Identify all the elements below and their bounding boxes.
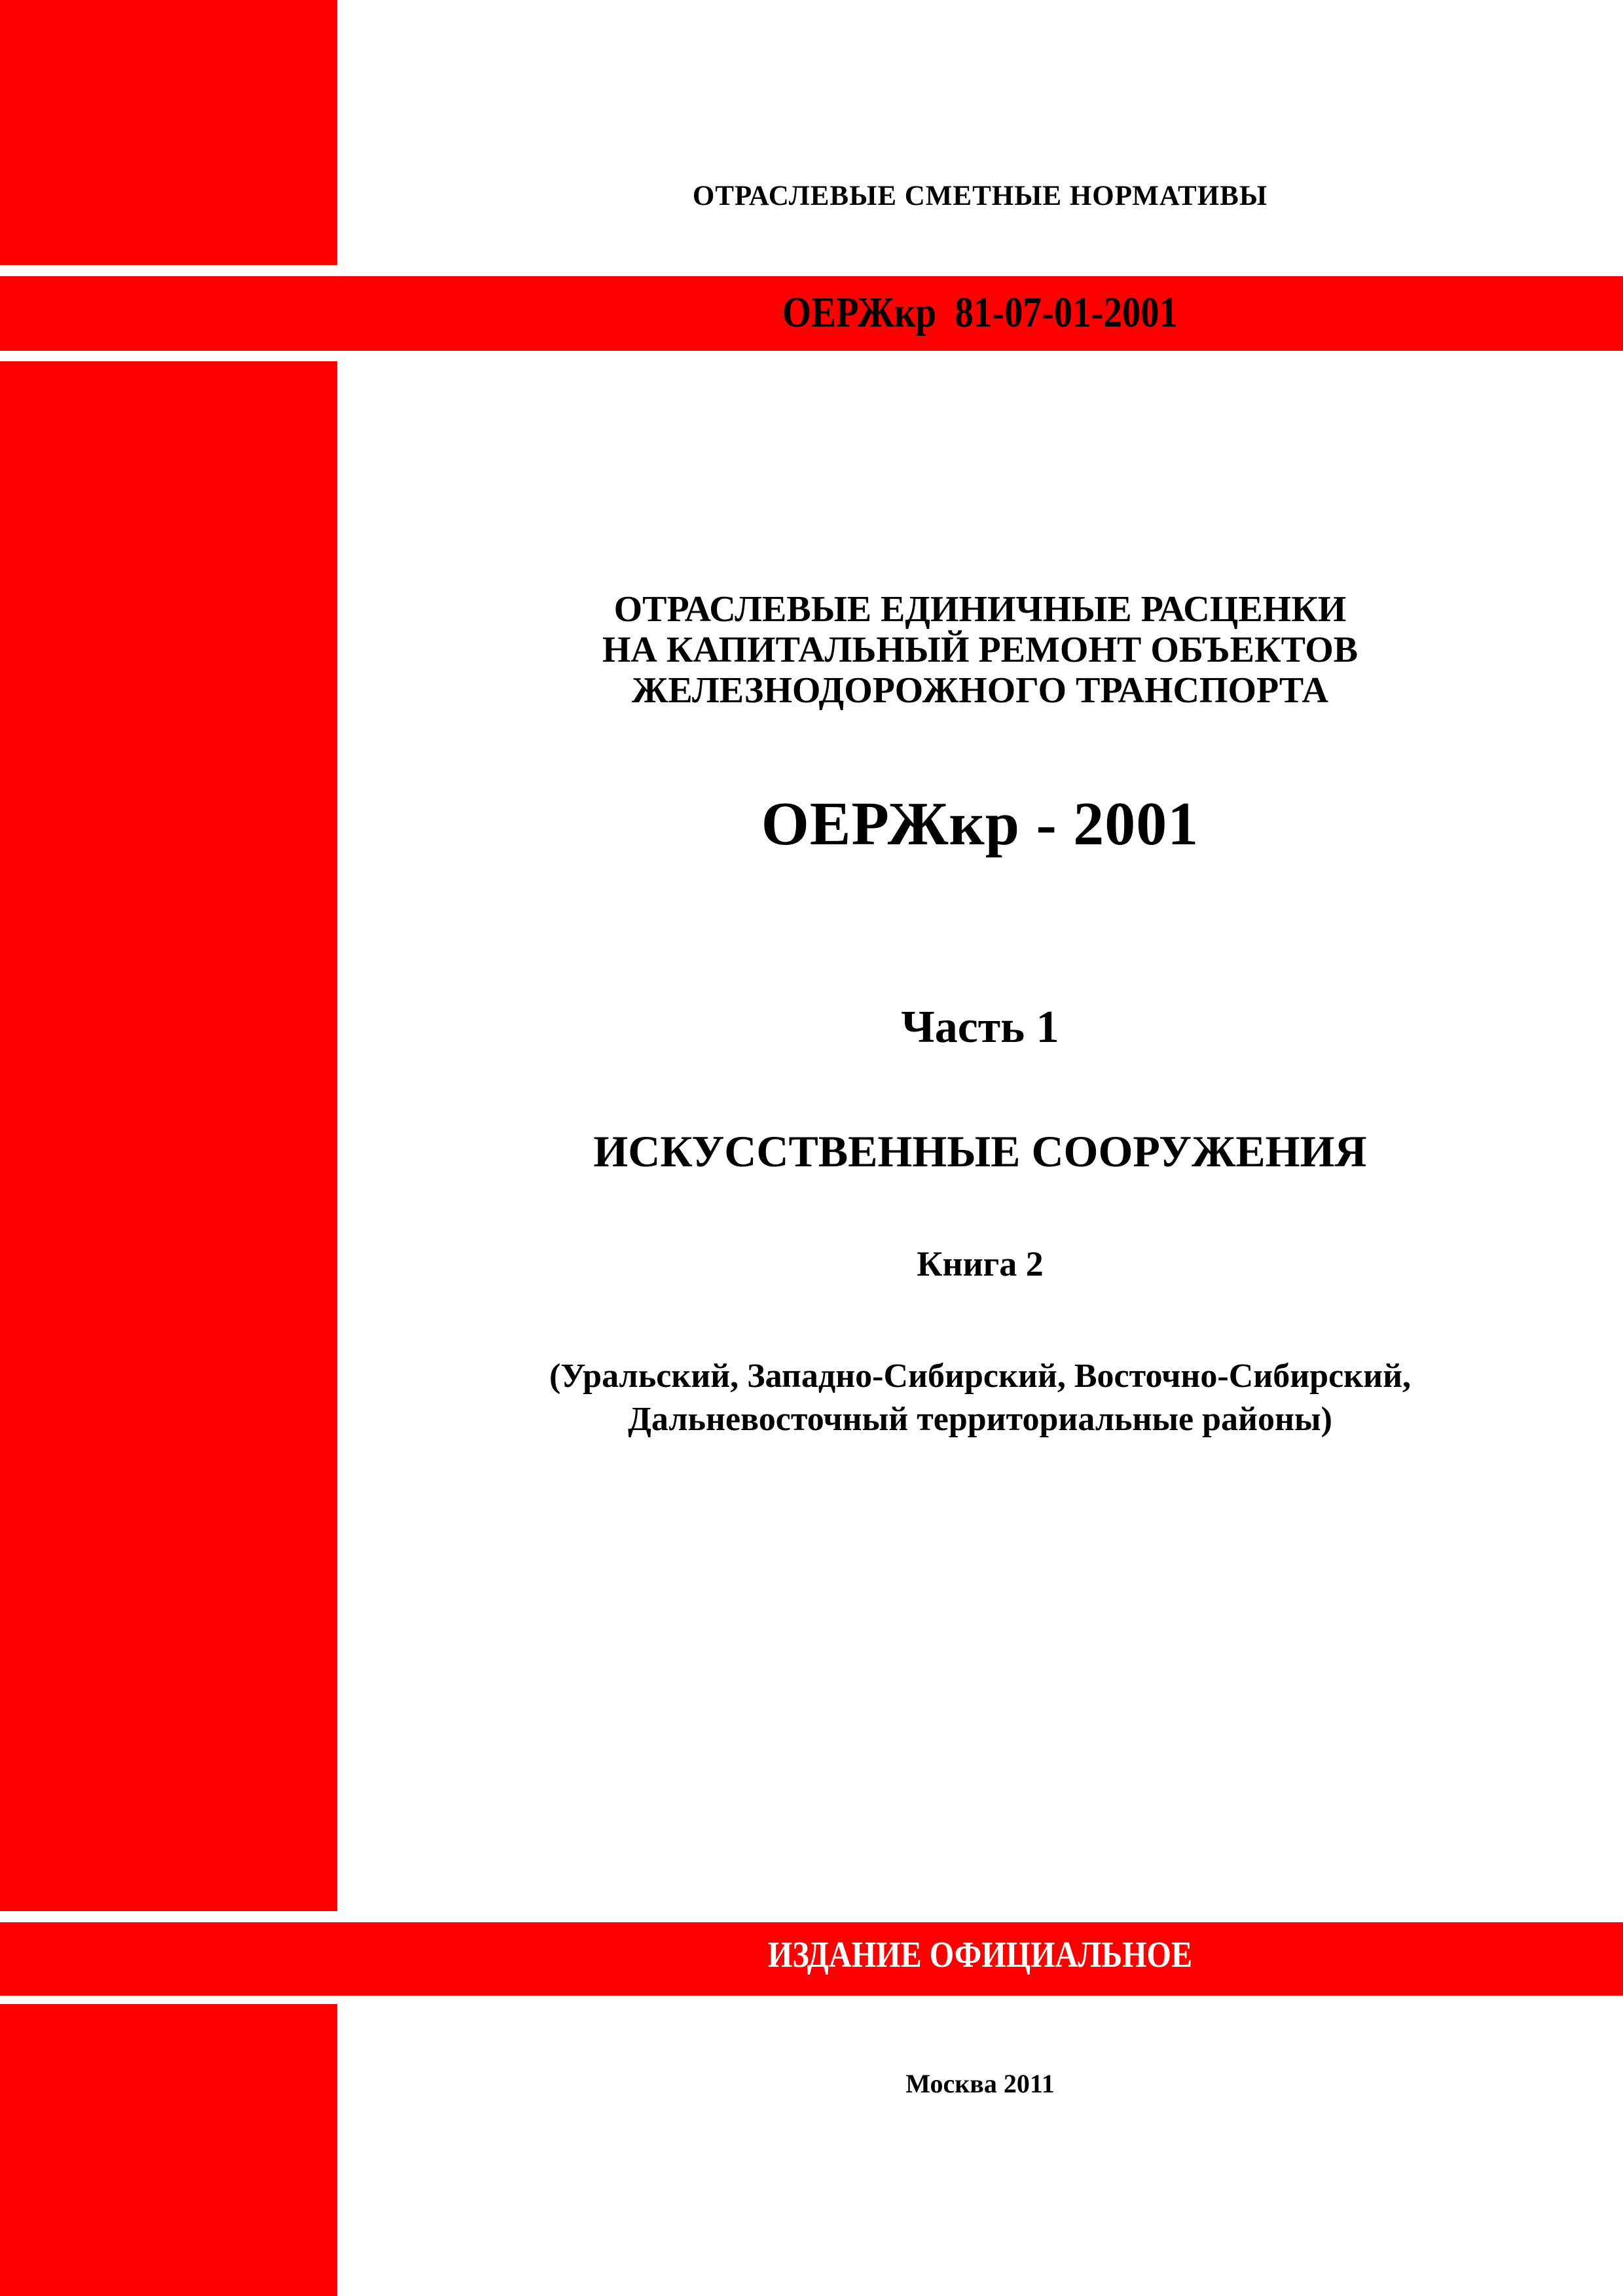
main-title-line-2: НА КАПИТАЛЬНЫЙ РЕМОНТ ОБЪЕКТОВ: [602, 630, 1359, 670]
regions-line-1: (Уральский, Западно-Сибирский, Восточно-Сибирский,: [549, 1357, 1412, 1395]
document-code: ОЕРЖкр 81-07-01-2001: [782, 289, 1178, 336]
regions-note: [337, 1355, 1623, 1441]
book-label: Книга 2: [917, 1244, 1044, 1283]
main-title-line-1: ОТРАСЛЕВЫЕ ЕДИНИЧНЫЕ РАСЦЕНКИ: [613, 589, 1347, 630]
left-red-bar-middle: [0, 361, 337, 1911]
left-red-bar-top: [0, 0, 337, 265]
place-and-year: Москва 2011: [905, 2069, 1055, 2098]
official-edition-label: ИЗДАНИЕ ОФИЦИАЛЬНОЕ: [767, 1935, 1193, 1975]
section-title: ИСКУССТВЕННЫЕ СООРУЖЕНИЯ: [593, 1126, 1367, 1176]
series-title: ОТРАСЛЕВЫЕ СМЕТНЫЕ НОРМАТИВЫ: [692, 181, 1268, 211]
regions-line-2: Дальневосточный территориальные районы): [628, 1401, 1332, 1438]
main-title: [337, 589, 1623, 711]
part-label: Часть 1: [901, 1002, 1059, 1052]
main-title-line-3: ЖЕЛЕЗНОДОРОЖНОГО ТРАНСПОРТА: [632, 670, 1328, 711]
short-code: ОЕРЖкр - 2001: [761, 790, 1199, 858]
left-red-bar-bottom: [0, 2004, 337, 2296]
